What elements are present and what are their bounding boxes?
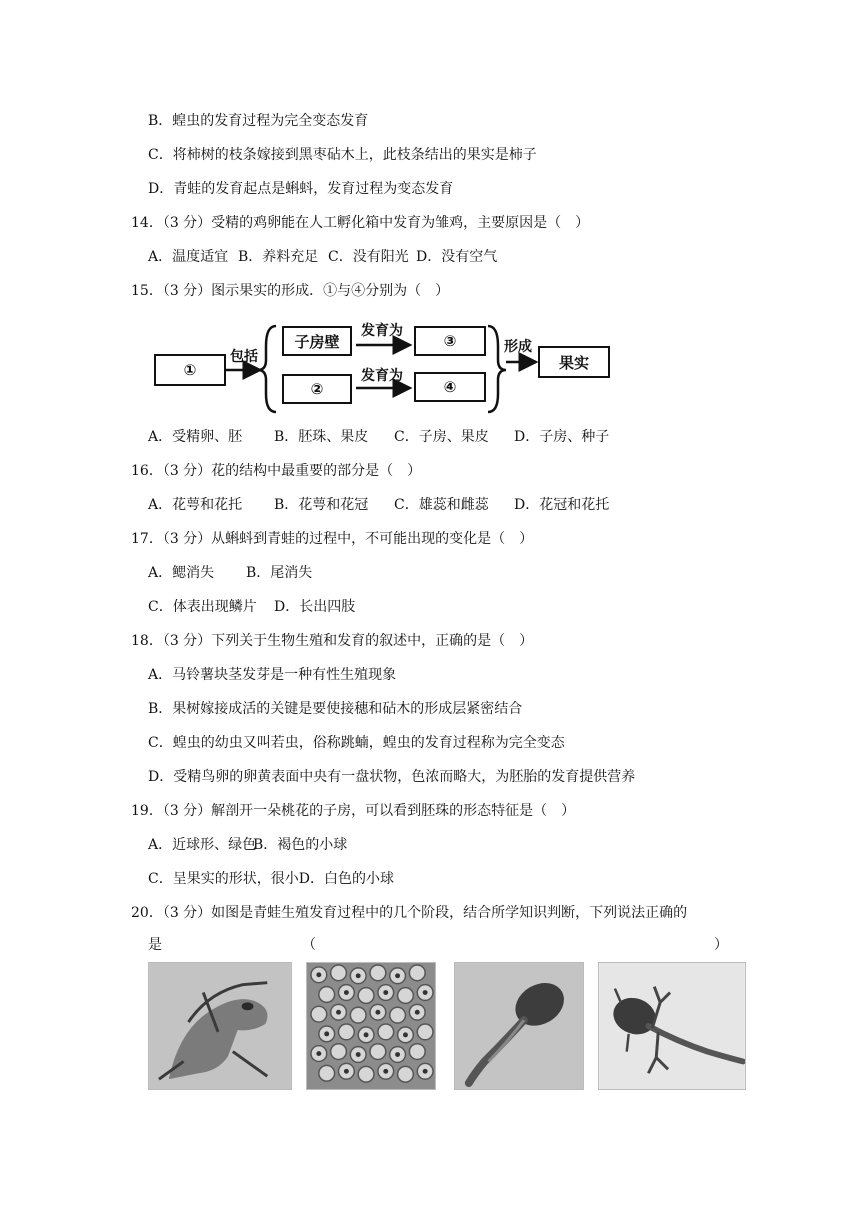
q18-option-b: B．果树嫁接成活的关键是要使接穗和砧木的形成层紧密结合 [148, 701, 523, 717]
tadpole-image [454, 962, 584, 1090]
q17-option-d: D．长出四肢 [274, 599, 356, 615]
q14-option-d: D．没有空气 [416, 249, 498, 265]
q16-option-d: D．花冠和花托 [514, 497, 610, 513]
q19-stem: 19．（3 分）解剖开一朵桃花的子房，可以看到胚珠的形态特征是（ ） [131, 803, 576, 819]
q16-option-b: B．花萼和花冠 [274, 497, 369, 513]
q13-option-b: B．蝗虫的发育过程为完全变态发育 [148, 113, 369, 129]
q18-option-c: C．蝗虫的幼虫又叫若虫，俗称跳蝻，蝗虫的发育过程称为完全变态 [148, 735, 565, 751]
q20-paren-close: ） [714, 937, 728, 953]
q15-option-a: A．受精卵、胚 [148, 429, 243, 445]
box-fruit: 果实 [538, 346, 610, 378]
q17-option-a: A．鳃消失 [148, 565, 215, 581]
frog-eggs-image [306, 962, 436, 1090]
label-develop-2: 发育为 [361, 368, 403, 384]
tadpole-with-legs-image [598, 962, 746, 1090]
q15-option-b: B．胚珠、果皮 [274, 429, 369, 445]
q16-stem: 16．（3 分）花的结构中最重要的部分是（ ） [131, 463, 422, 479]
q18-option-a: A．马铃薯块茎发芽是一种有性生殖现象 [148, 667, 397, 683]
q15-stem: 15．（3 分）图示果实的形成．①与④分别为（ ） [131, 283, 450, 299]
box-ovary-wall: 子房壁 [282, 326, 352, 356]
fruit-formation-diagram [148, 312, 620, 414]
adult-frog-image [148, 962, 292, 1090]
q13-option-d: D．青蛙的发育起点是蝌蚪，发育过程为变态发育 [148, 181, 454, 197]
q15-option-c: C．子房、果皮 [394, 429, 489, 445]
box-2: ② [282, 374, 352, 404]
q19-options-row1 [148, 835, 347, 855]
q16-option-a: A．花萼和花托 [148, 497, 243, 513]
q19-options-row2 [148, 869, 394, 889]
q17-option-c: C．体表出现鳞片 [148, 599, 257, 615]
q16-option-c: C．雄蕊和雌蕊 [394, 497, 489, 513]
q19-option-d: D．白色的小球 [298, 871, 394, 887]
label-form: 形成 [504, 339, 532, 355]
q19-option-b: B．褐色的小球 [253, 837, 348, 853]
q18-option-d: D．受精鸟卵的卵黄表面中央有一盘状物，色浓而略大，为胚胎的发育提供营养 [148, 769, 636, 785]
box-4: ④ [414, 372, 486, 402]
q18-stem: 18．（3 分）下列关于生物生殖和发育的叙述中，正确的是（ ） [131, 633, 534, 649]
label-include: 包括 [230, 349, 258, 365]
q19-option-c: C．呈果实的形状，很小 [148, 871, 299, 887]
q14-option-b: B．养料充足 [238, 249, 319, 265]
box-1: ① [154, 354, 226, 386]
left-brace [258, 326, 276, 412]
q17-options-row1 [148, 563, 312, 583]
q15-options [148, 427, 609, 447]
q17-option-b: B．尾消失 [246, 565, 313, 581]
q14-option-c: C．没有阳光 [328, 249, 409, 265]
label-develop-1: 发育为 [361, 323, 403, 339]
q15-option-d: D．子房、种子 [514, 429, 610, 445]
q17-options-row2 [148, 597, 355, 617]
q20-stem-line2: 是 [148, 937, 162, 953]
q14-stem: 14．（3 分）受精的鸡卵能在人工孵化箱中发育为雏鸡，主要原因是（ ） [131, 215, 590, 231]
q20-stem-line1: 20．（3 分）如图是青蛙生殖发育过程中的几个阶段，结合所学知识判断，下列说法正确的 [131, 905, 688, 921]
q16-options [148, 495, 609, 515]
box-3: ③ [414, 326, 486, 356]
q14-options [148, 247, 497, 267]
q17-stem: 17．（3 分）从蝌蚪到青蛙的过程中，不可能出现的变化是（ ） [131, 531, 534, 547]
q19-option-a: A．近球形、绿色 [148, 837, 257, 853]
q14-option-a: A．温度适宜 [148, 249, 229, 265]
q20-paren-open: （ [302, 937, 316, 953]
q13-option-c: C．将柿树的枝条嫁接到黑枣砧木上，此枝条结出的果实是柿子 [148, 147, 537, 163]
